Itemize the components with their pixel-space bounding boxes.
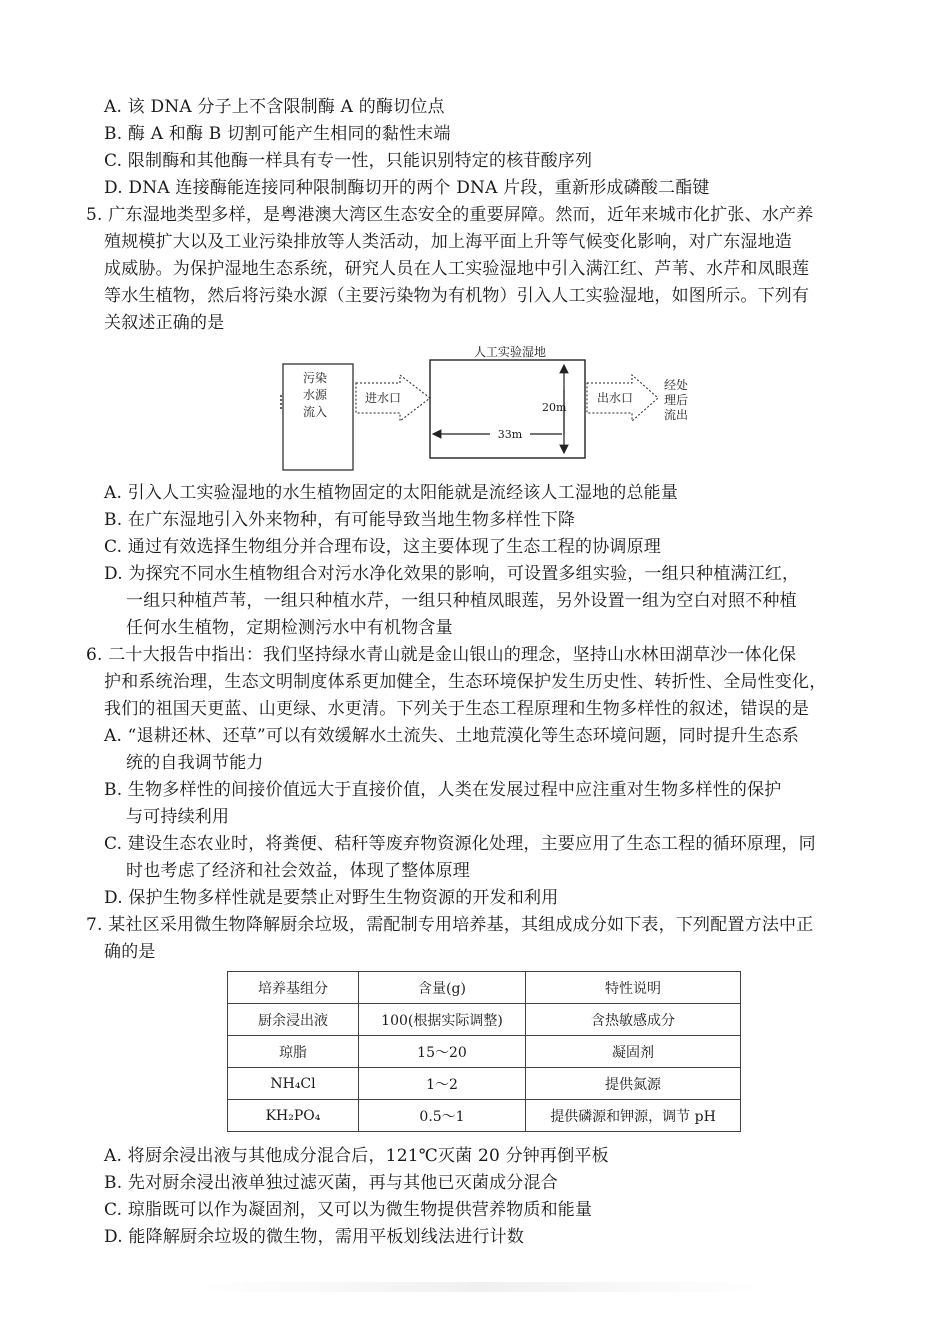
table-header-row — [228, 972, 741, 1004]
table-row — [228, 1036, 741, 1068]
q5-option-c: C. 通过有效选择生物组分并合理布设，这主要体现了生态工程的协调原理 — [104, 537, 662, 557]
q6-option-d: D. 保护生物多样性就是要禁止对野生生物资源的开发和利用 — [104, 888, 559, 908]
q4-option-a: A. 该 DNA 分子上不含限制酶 A 的酶切位点 — [104, 97, 445, 117]
q5-stem-line: 关叙述正确的是 — [104, 313, 225, 333]
q7-option-c: C. 琼脂既可以作为凝固剂，又可以为微生物提供营养物质和能量 — [104, 1200, 593, 1220]
height-label: 20m — [542, 401, 567, 414]
table-cell: 100(根据实际调整) — [359, 1004, 526, 1036]
wetland-diagram-drawing — [280, 345, 700, 475]
table-row — [228, 1068, 741, 1100]
q5-option-d-cont: 一组只种植芦苇，一组只种植水芹，一组只种植凤眼莲，另外设置一组为空白对照不种植 — [126, 591, 797, 611]
page-footer-shade — [200, 1282, 760, 1292]
outlet-label: 出水口 — [596, 391, 633, 405]
q6-option-c-cont: 时也考虑了经济和社会效益，体现了整体原理 — [126, 861, 470, 881]
table-cell: 提供磷源和钾源，调节 pH — [526, 1100, 741, 1132]
table-cell: NH₄Cl — [228, 1068, 359, 1100]
q6-stem-line: 我们的祖国天更蓝、山更绿、水更清。下列关于生态工程原理和生物多样性的叙述，错误的是 — [104, 699, 810, 719]
q6-option-c: C. 建设生态农业时，将粪便、秸秆等废弃物资源化处理，主要应用了生态工程的循环原理，同 — [104, 834, 816, 854]
table-cell: 0.5～1 — [359, 1100, 526, 1132]
table-row — [228, 1100, 741, 1132]
inlet-label: 进水口 — [364, 391, 401, 405]
q6-option-a: A. “退耕还林、还草”可以有效缓解水土流失、土地荒漠化等生态环境问题，同时提升生态系 — [104, 726, 800, 746]
q6-option-b: B. 生物多样性的间接价值远大于直接价值，人类在发展过程中应注重对生物多样性的保护 — [104, 780, 782, 800]
q5-stem-line: 等水生植物，然后将污染水源（主要污染物为有机物）引入人工实验湿地，如图所示。下列有 — [104, 286, 810, 306]
q5-option-d: D. 为探究不同水生植物组合对污水净化效果的影响，可设置多组实验，一组只种植满江红， — [104, 564, 800, 584]
media-composition-table — [227, 971, 741, 1132]
q5-stem-line: 成威胁。为保护湿地生态系统，研究人员在人工实验湿地中引入满江红、芦苇、水芹和凤眼莲 — [104, 259, 810, 279]
q5-option-d-cont: 任何水生植物，定期检测污水中有机物含量 — [126, 618, 453, 638]
q6-stem-line: 6. 二十大报告中指出：我们坚持绿水青山就是金山银山的理念，坚持山水林田湖草沙一体化保 — [86, 645, 797, 665]
q7-stem-line: 7. 某社区采用微生物降解厨余垃圾，需配制专用培养基，其组成成分如下表，下列配置方法中正 — [86, 915, 814, 935]
table-cell: 15～20 — [359, 1036, 526, 1068]
q6-stem-line: 护和系统治理，生态文明制度体系更加健全，生态环境保护发生历史性、转折性、全局性变化， — [104, 672, 827, 692]
table-cell: 1～2 — [359, 1068, 526, 1100]
source-label-line: 流入 — [302, 405, 327, 419]
table-header-cell: 特性说明 — [526, 972, 741, 1004]
q5-option-b: B. 在广东湿地引入外来物种，有可能导致当地生物多样性下降 — [104, 510, 576, 530]
table-cell: 凝固剂 — [526, 1036, 741, 1068]
q7-option-a: A. 将厨余浸出液与其他成分混合后，121℃灭菌 20 分钟再倒平板 — [104, 1146, 609, 1166]
table-header-cell: 含量(g) — [359, 972, 526, 1004]
q4-option-c: C. 限制酶和其他酶一样具有专一性，只能识别特定的核苷酸序列 — [104, 151, 593, 171]
q5-stem-line: 5. 广东湿地类型多样，是粤港澳大湾区生态安全的重要屏障。然而，近年来城市化扩张、水产养 — [86, 205, 814, 225]
q4-option-b: B. 酶 A 和酶 B 切割可能产生相同的黏性末端 — [104, 124, 451, 144]
wetland-diagram — [280, 345, 700, 475]
result-label-line: 理后 — [663, 393, 688, 407]
table-cell: 厨余浸出液 — [228, 1004, 359, 1036]
table-cell: 含热敏感成分 — [526, 1004, 741, 1036]
source-label-line: 水源 — [302, 388, 327, 402]
q4-option-d: D. DNA 连接酶能连接同种限制酶切开的两个 DNA 片段，重新形成磷酸二酯键 — [104, 178, 710, 198]
q7-stem-line: 确的是 — [104, 942, 156, 962]
result-label-line: 经处 — [663, 378, 688, 392]
q7-option-d: D. 能降解厨余垃圾的微生物，需用平板划线法进行计数 — [104, 1227, 525, 1247]
table-header-cell: 培养基组分 — [228, 972, 359, 1004]
wetland-title: 人工实验湿地 — [473, 345, 546, 359]
table-cell: 琼脂 — [228, 1036, 359, 1068]
q7-option-b: B. 先对厨余浸出液单独过滤灭菌，再与其他已灭菌成分混合 — [104, 1173, 558, 1193]
table-cell: 提供氮源 — [526, 1068, 741, 1100]
q5-stem-line: 殖规模扩大以及工业污染排放等人类活动，加上海平面上升等气候变化影响，对广东湿地造 — [104, 232, 792, 252]
source-label-line: 污染 — [302, 371, 327, 385]
table-row — [228, 1004, 741, 1036]
q6-option-b-cont: 与可持续利用 — [126, 807, 230, 827]
q6-option-a-cont: 统的自我调节能力 — [126, 753, 264, 773]
result-label-line: 流出 — [663, 408, 688, 422]
q5-option-a: A. 引入人工实验湿地的水生植物固定的太阳能就是流经该人工湿地的总能量 — [104, 483, 679, 503]
width-label: 33m — [497, 428, 523, 441]
table-cell: KH₂PO₄ — [228, 1100, 359, 1132]
